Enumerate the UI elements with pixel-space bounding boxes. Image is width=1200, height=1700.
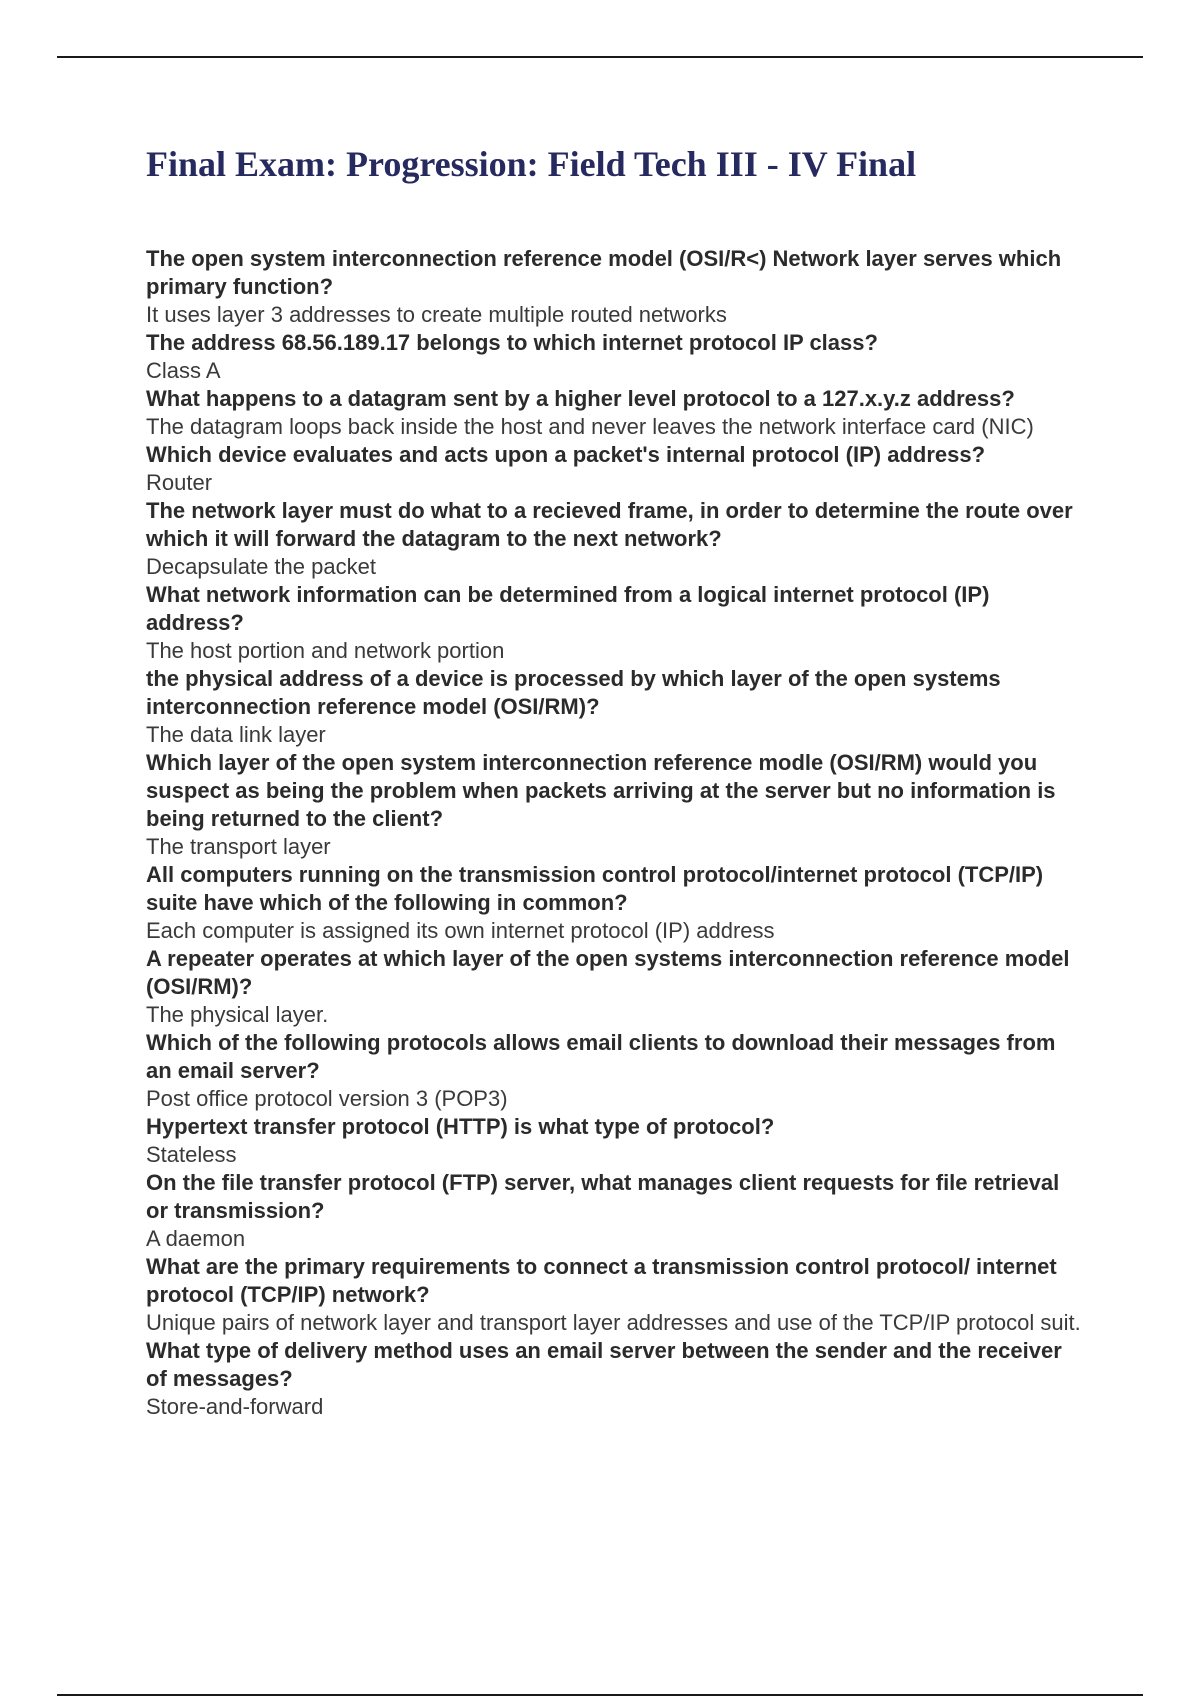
- answer-text: Post office protocol version 3 (POP3): [146, 1086, 508, 1111]
- answer-text: Router: [146, 470, 213, 495]
- answer-text: The host portion and network portion: [146, 638, 505, 663]
- answer-text: Each computer is assigned its own internet protocol (IP) address: [146, 918, 775, 943]
- question-text: Which of the following protocols allows email clients to download their messages from an email server?: [146, 1030, 1056, 1083]
- qa-item: [146, 245, 1086, 329]
- answer-text: It uses layer 3 addresses to create multiple routed networks: [146, 302, 727, 327]
- question-text: the physical address of a device is processed by which layer of the open systems interconnection reference model (OSI/RM)?: [146, 666, 1001, 719]
- answer-text: Unique pairs of network layer and transport layer addresses and use of the TCP/IP protocol suit.: [146, 1310, 1081, 1335]
- bottom-rule: [57, 1694, 1143, 1696]
- top-rule: [57, 56, 1143, 58]
- qa-item: [146, 441, 1086, 497]
- answer-text: Stateless: [146, 1142, 237, 1167]
- question-text: The open system interconnection reference model (OSI/R<) Network layer serves which primary function?: [146, 246, 1062, 299]
- question-text: All computers running on the transmission control protocol/internet protocol (TCP/IP) suite have which of the following in common?: [146, 862, 1044, 915]
- qa-item: [146, 749, 1086, 861]
- question-text: What network information can be determined from a logical internet protocol (IP) address?: [146, 582, 990, 635]
- qa-list: [146, 245, 1086, 1421]
- answer-text: The data link layer: [146, 722, 326, 747]
- answer-text: Decapsulate the packet: [146, 554, 376, 579]
- question-text: On the file transfer protocol (FTP) server, what manages client requests for file retrieval or transmission?: [146, 1170, 1060, 1223]
- question-text: What happens to a datagram sent by a higher level protocol to a 127.x.y.z address?: [146, 386, 1015, 411]
- qa-item: [146, 329, 1086, 385]
- question-text: The address 68.56.189.17 belongs to which internet protocol IP class?: [146, 330, 878, 355]
- qa-item: [146, 945, 1086, 1029]
- qa-item: [146, 1029, 1086, 1113]
- qa-item: [146, 1169, 1086, 1253]
- qa-item: [146, 385, 1086, 441]
- qa-item: [146, 581, 1086, 665]
- qa-item: [146, 1337, 1086, 1421]
- answer-text: Class A: [146, 358, 221, 383]
- qa-item: [146, 1253, 1086, 1337]
- page-title: Final Exam: Progression: Field Tech III - IV Final: [146, 144, 917, 184]
- question-text: The network layer must do what to a recieved frame, in order to determine the route over which it will forward the datagram to the next network?: [146, 498, 1073, 551]
- question-text: Hypertext transfer protocol (HTTP) is what type of protocol?: [146, 1114, 775, 1139]
- qa-item: [146, 861, 1086, 945]
- question-text: A repeater operates at which layer of the open systems interconnection reference model (OSI/RM)?: [146, 946, 1070, 999]
- qa-item: [146, 1113, 1086, 1169]
- question-text: Which device evaluates and acts upon a packet's internal protocol (IP) address?: [146, 442, 986, 467]
- answer-text: The datagram loops back inside the host and never leaves the network interface card (NIC): [146, 414, 1034, 439]
- question-text: What are the primary requirements to connect a transmission control protocol/ internet protocol (TCP/IP) network?: [146, 1254, 1057, 1307]
- qa-item: [146, 665, 1086, 749]
- qa-item: [146, 497, 1086, 581]
- answer-text: The physical layer.: [146, 1002, 329, 1027]
- answer-text: A daemon: [146, 1226, 246, 1251]
- question-text: What type of delivery method uses an email server between the sender and the receiver of messages?: [146, 1338, 1062, 1391]
- question-text: Which layer of the open system interconnection reference modle (OSI/RM) would you suspect as being the problem when packets arriving at the server but no information is being returned to the client?: [146, 750, 1056, 831]
- answer-text: Store-and-forward: [146, 1394, 324, 1419]
- answer-text: The transport layer: [146, 834, 331, 859]
